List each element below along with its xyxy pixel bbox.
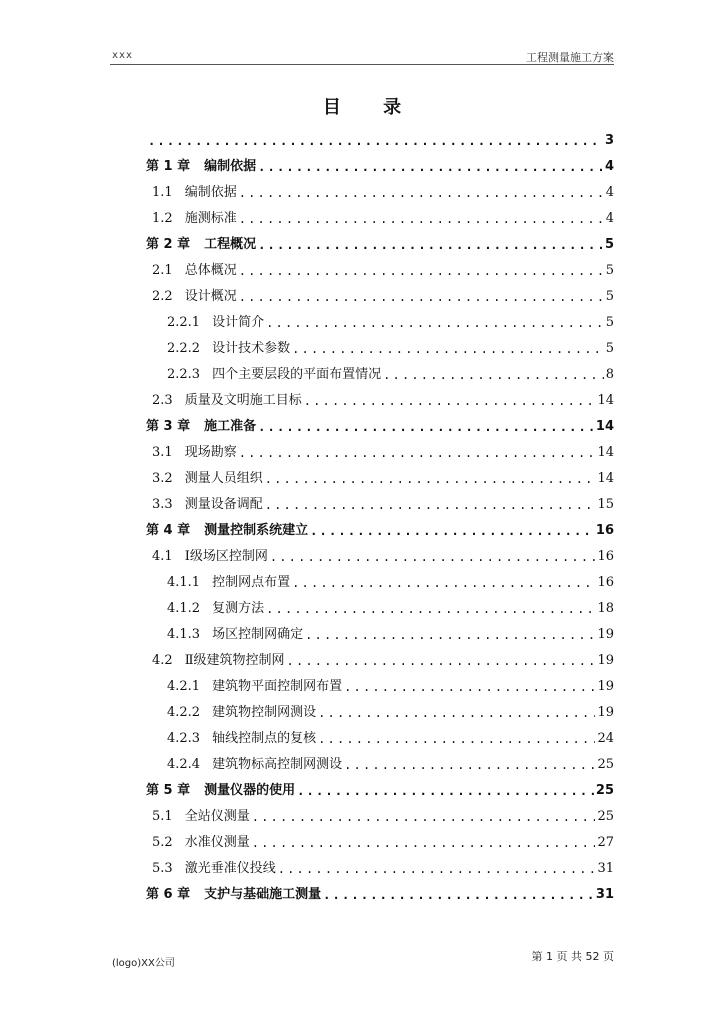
toc-entry-title: 控制网点布置 bbox=[212, 575, 291, 590]
toc-entry-label bbox=[152, 857, 278, 876]
toc-dot-leader bbox=[270, 550, 596, 564]
toc-entry-label bbox=[167, 675, 344, 694]
toc-entry-title: 四个主要层段的平面布置情况 bbox=[212, 367, 382, 382]
header-divider bbox=[110, 64, 614, 65]
toc-dot-leader bbox=[258, 420, 594, 434]
toc-entry-label bbox=[146, 415, 258, 434]
toc-entry-label bbox=[167, 571, 292, 590]
toc-section-entry[interactable] bbox=[138, 798, 614, 824]
toc-dot-leader bbox=[292, 576, 595, 590]
toc-section-entry[interactable] bbox=[138, 434, 614, 460]
toc-entry-page: 14 bbox=[597, 471, 614, 486]
toc-entry-number: 2.2.2 bbox=[167, 341, 201, 356]
toc-entry-number: 3.3 bbox=[152, 497, 173, 512]
toc-entry-label bbox=[146, 883, 323, 902]
toc-dot-leader bbox=[252, 810, 596, 824]
toc-entry-page: 16 bbox=[597, 575, 614, 590]
toc-dot-leader bbox=[383, 368, 604, 382]
toc-entry-label bbox=[152, 649, 287, 668]
toc-entry-number: 第 2 章 bbox=[146, 237, 191, 252]
toc-section-entry[interactable] bbox=[138, 538, 614, 564]
toc-dot-leader bbox=[318, 706, 595, 720]
toc-dot-leader bbox=[239, 290, 604, 304]
header-right-title: 工程测量施工方案 bbox=[526, 51, 614, 64]
toc-entry-page: 31 bbox=[597, 861, 614, 876]
toc-entry-title: 激光垂准仪投线 bbox=[184, 861, 276, 876]
toc-entry-page: 4 bbox=[605, 185, 614, 200]
toc-section-entry[interactable] bbox=[138, 330, 614, 356]
toc-entry-page: 14 bbox=[595, 419, 614, 434]
toc-section-entry[interactable] bbox=[138, 278, 614, 304]
toc-entry-title: 全站仪测量 bbox=[184, 809, 250, 824]
toc-entry-number: 3.2 bbox=[152, 471, 173, 486]
toc-chapter-entry[interactable] bbox=[138, 772, 614, 798]
toc-dot-leader bbox=[258, 238, 603, 252]
toc-chapter-entry[interactable] bbox=[138, 512, 614, 538]
toc-entry-number: 第 1 章 bbox=[146, 159, 191, 174]
toc-entry-title: 现场勘察 bbox=[184, 445, 237, 460]
toc-entry-title: 复测方法 bbox=[212, 601, 265, 616]
toc-entry-page: 5 bbox=[605, 341, 614, 356]
toc-entry-number: 第 5 章 bbox=[146, 783, 191, 798]
toc-dot-leader bbox=[323, 888, 594, 902]
toc-entry-page: 4 bbox=[605, 211, 614, 226]
toc-chapter-entry[interactable] bbox=[138, 122, 614, 148]
toc-entry-page: 31 bbox=[595, 887, 614, 902]
toc-section-entry[interactable] bbox=[138, 616, 614, 642]
toc-dot-leader bbox=[239, 446, 596, 460]
toc-entry-page: 16 bbox=[597, 549, 614, 564]
toc-section-entry[interactable] bbox=[138, 694, 614, 720]
toc-dot-leader bbox=[239, 264, 604, 278]
toc-dot-leader bbox=[287, 654, 596, 668]
toc-entry-number: 4.1.3 bbox=[167, 627, 201, 642]
toc-dot-leader bbox=[258, 160, 603, 174]
toc-dot-leader bbox=[265, 472, 596, 486]
toc-entry-title: 建筑物控制网测设 bbox=[212, 705, 317, 720]
toc-entry-page: 27 bbox=[597, 835, 614, 850]
toc-entry-title: 施测标准 bbox=[184, 211, 237, 226]
toc-entry-number: 4.2.4 bbox=[167, 757, 201, 772]
toc-entry-label bbox=[152, 285, 239, 304]
toc-entry-label bbox=[152, 259, 239, 278]
toc-dot-leader bbox=[266, 602, 595, 616]
toc-entry-page: 25 bbox=[595, 783, 614, 798]
footer-company: (logo)XX公司 bbox=[112, 958, 175, 969]
toc-entry-title: 工程概况 bbox=[204, 237, 257, 252]
toc-dot-leader bbox=[148, 134, 603, 148]
toc-entry-title: Ⅱ级建筑物控制网 bbox=[184, 653, 285, 668]
toc-entry-label bbox=[152, 493, 265, 512]
toc-entry-number: 4.2.1 bbox=[167, 679, 201, 694]
toc-chapter-entry[interactable] bbox=[138, 408, 614, 434]
toc-section-entry[interactable] bbox=[138, 356, 614, 382]
toc-entry-page: 19 bbox=[597, 653, 614, 668]
toc-entry-number: 5.3 bbox=[152, 861, 173, 876]
toc-entry-label bbox=[152, 441, 239, 460]
toc-entry-page: 19 bbox=[597, 679, 614, 694]
toc-entry-number: 4.1.1 bbox=[167, 575, 201, 590]
toc-entry-page: 8 bbox=[605, 367, 614, 382]
toc-entry-title: 编制依据 bbox=[184, 185, 237, 200]
toc-entry-label bbox=[146, 779, 297, 798]
toc-dot-leader bbox=[318, 732, 595, 746]
toc-entry-label bbox=[152, 181, 239, 200]
toc-entry-number: 1.2 bbox=[152, 211, 173, 226]
toc-entry-number: 2.2 bbox=[152, 289, 173, 304]
toc-entry-number: 5.2 bbox=[152, 835, 173, 850]
toc-entry-label bbox=[152, 805, 252, 824]
toc-entry-title: 施工准备 bbox=[204, 419, 257, 434]
toc-section-entry[interactable] bbox=[138, 460, 614, 486]
toc-entry-title: 水准仪测量 bbox=[184, 835, 250, 850]
toc-section-entry[interactable] bbox=[138, 200, 614, 226]
toc-entry-number: 2.2.3 bbox=[167, 367, 201, 382]
toc-section-entry[interactable] bbox=[138, 746, 614, 772]
toc-section-entry[interactable] bbox=[138, 382, 614, 408]
toc-entry-title: 支护与基础施工测量 bbox=[204, 887, 322, 902]
toc-entry-title: 测量设备调配 bbox=[184, 497, 263, 512]
toc-section-entry[interactable] bbox=[138, 642, 614, 668]
toc-dot-leader bbox=[278, 862, 596, 876]
toc-entry-number: 2.2.1 bbox=[167, 315, 201, 330]
toc-entry-title: 轴线控制点的复核 bbox=[212, 731, 317, 746]
toc-section-entry[interactable] bbox=[138, 850, 614, 876]
toc-entry-title: 建筑物平面控制网布置 bbox=[212, 679, 343, 694]
toc-entry-label bbox=[146, 155, 258, 174]
toc-entry-number: 1.1 bbox=[152, 185, 173, 200]
toc-entry-page: 14 bbox=[597, 445, 614, 460]
toc-entry-title: 建筑物标高控制网测设 bbox=[212, 757, 343, 772]
toc-chapter-entry[interactable] bbox=[138, 226, 614, 252]
toc-dot-leader bbox=[292, 342, 604, 356]
toc-entry-number: 第 6 章 bbox=[146, 887, 191, 902]
toc-title: 目 录 bbox=[322, 97, 420, 118]
toc-entry-page: 18 bbox=[597, 601, 614, 616]
toc-entry-label bbox=[152, 389, 304, 408]
toc-entry-page: 4 bbox=[604, 159, 614, 174]
toc-dot-leader bbox=[304, 394, 596, 408]
table-of-contents bbox=[138, 122, 614, 902]
toc-entry-label bbox=[152, 207, 239, 226]
footer-page-number: 第 1 页 共 52 页 bbox=[531, 950, 614, 963]
toc-dot-leader bbox=[344, 680, 595, 694]
toc-entry-number: 4.2.2 bbox=[167, 705, 201, 720]
toc-entry-label bbox=[167, 623, 305, 642]
toc-entry-page: 25 bbox=[597, 757, 614, 772]
toc-section-entry[interactable] bbox=[138, 304, 614, 330]
toc-entry-label bbox=[167, 337, 292, 356]
toc-entry-title: 测量控制系统建立 bbox=[204, 523, 309, 538]
toc-entry-number: 4.1 bbox=[152, 549, 173, 564]
toc-dot-leader bbox=[344, 758, 595, 772]
toc-entry-label bbox=[152, 467, 265, 486]
toc-entry-number: 4.2.3 bbox=[167, 731, 201, 746]
toc-entry-page: 24 bbox=[597, 731, 614, 746]
toc-entry-page: 5 bbox=[604, 237, 614, 252]
toc-entry-title: 总体概况 bbox=[184, 263, 237, 278]
toc-entry-title: 设计简介 bbox=[212, 315, 265, 330]
toc-entry-label bbox=[152, 545, 270, 564]
toc-entry-label bbox=[146, 233, 258, 252]
toc-section-entry[interactable] bbox=[138, 564, 614, 590]
toc-entry-title: 设计技术参数 bbox=[212, 341, 291, 356]
header-left-text: xxx bbox=[112, 50, 134, 61]
toc-entry-label bbox=[167, 311, 266, 330]
toc-entry-number: 5.1 bbox=[152, 809, 173, 824]
toc-entry-page: 14 bbox=[597, 393, 614, 408]
toc-entry-page: 15 bbox=[597, 497, 614, 512]
toc-entry-number: 2.1 bbox=[152, 263, 173, 278]
toc-entry-page: 19 bbox=[597, 627, 614, 642]
toc-entry-page: 25 bbox=[597, 809, 614, 824]
toc-entry-title: 测量人员组织 bbox=[184, 471, 263, 486]
toc-dot-leader bbox=[239, 186, 604, 200]
toc-entry-label bbox=[146, 519, 310, 538]
toc-entry-title: Ⅰ级场区控制网 bbox=[184, 549, 268, 564]
toc-entry-number: 4.2 bbox=[152, 653, 173, 668]
toc-entry-number: 2.3 bbox=[152, 393, 173, 408]
toc-entry-page: 19 bbox=[597, 705, 614, 720]
toc-entry-label bbox=[167, 701, 318, 720]
toc-chapter-entry[interactable] bbox=[138, 148, 614, 174]
toc-entry-number: 第 3 章 bbox=[146, 419, 191, 434]
toc-dot-leader bbox=[265, 498, 596, 512]
toc-dot-leader bbox=[305, 628, 595, 642]
toc-section-entry[interactable] bbox=[138, 486, 614, 512]
toc-entry-title: 质量及文明施工目标 bbox=[184, 393, 302, 408]
toc-entry-number: 3.1 bbox=[152, 445, 173, 460]
toc-dot-leader bbox=[297, 784, 594, 798]
toc-entry-label bbox=[167, 753, 344, 772]
toc-chapter-entry[interactable] bbox=[138, 876, 614, 902]
toc-section-entry[interactable] bbox=[138, 720, 614, 746]
toc-entry-page: 5 bbox=[605, 289, 614, 304]
toc-entry-page: 16 bbox=[595, 523, 614, 538]
toc-entry-label bbox=[167, 363, 383, 382]
toc-entry-title: 设计概况 bbox=[184, 289, 237, 304]
toc-dot-leader bbox=[310, 524, 594, 538]
toc-entry-label bbox=[167, 727, 318, 746]
toc-entry-page: 5 bbox=[605, 315, 614, 330]
toc-entry-title: 测量仪器的使用 bbox=[204, 783, 296, 798]
toc-section-entry[interactable] bbox=[138, 668, 614, 694]
toc-dot-leader bbox=[239, 212, 604, 226]
toc-entry-title: 编制依据 bbox=[204, 159, 257, 174]
toc-section-entry[interactable] bbox=[138, 252, 614, 278]
toc-entry-page: 5 bbox=[605, 263, 614, 278]
toc-entry-label bbox=[167, 597, 266, 616]
toc-dot-leader bbox=[266, 316, 604, 330]
toc-entry-page: 3 bbox=[604, 133, 614, 148]
toc-entry-title: 场区控制网确定 bbox=[212, 627, 304, 642]
toc-entry-number: 4.1.2 bbox=[167, 601, 201, 616]
toc-section-entry[interactable] bbox=[138, 590, 614, 616]
toc-section-entry[interactable] bbox=[138, 824, 614, 850]
toc-section-entry[interactable] bbox=[138, 174, 614, 200]
toc-entry-number: 第 4 章 bbox=[146, 523, 191, 538]
toc-entry-label bbox=[152, 831, 252, 850]
toc-dot-leader bbox=[252, 836, 596, 850]
